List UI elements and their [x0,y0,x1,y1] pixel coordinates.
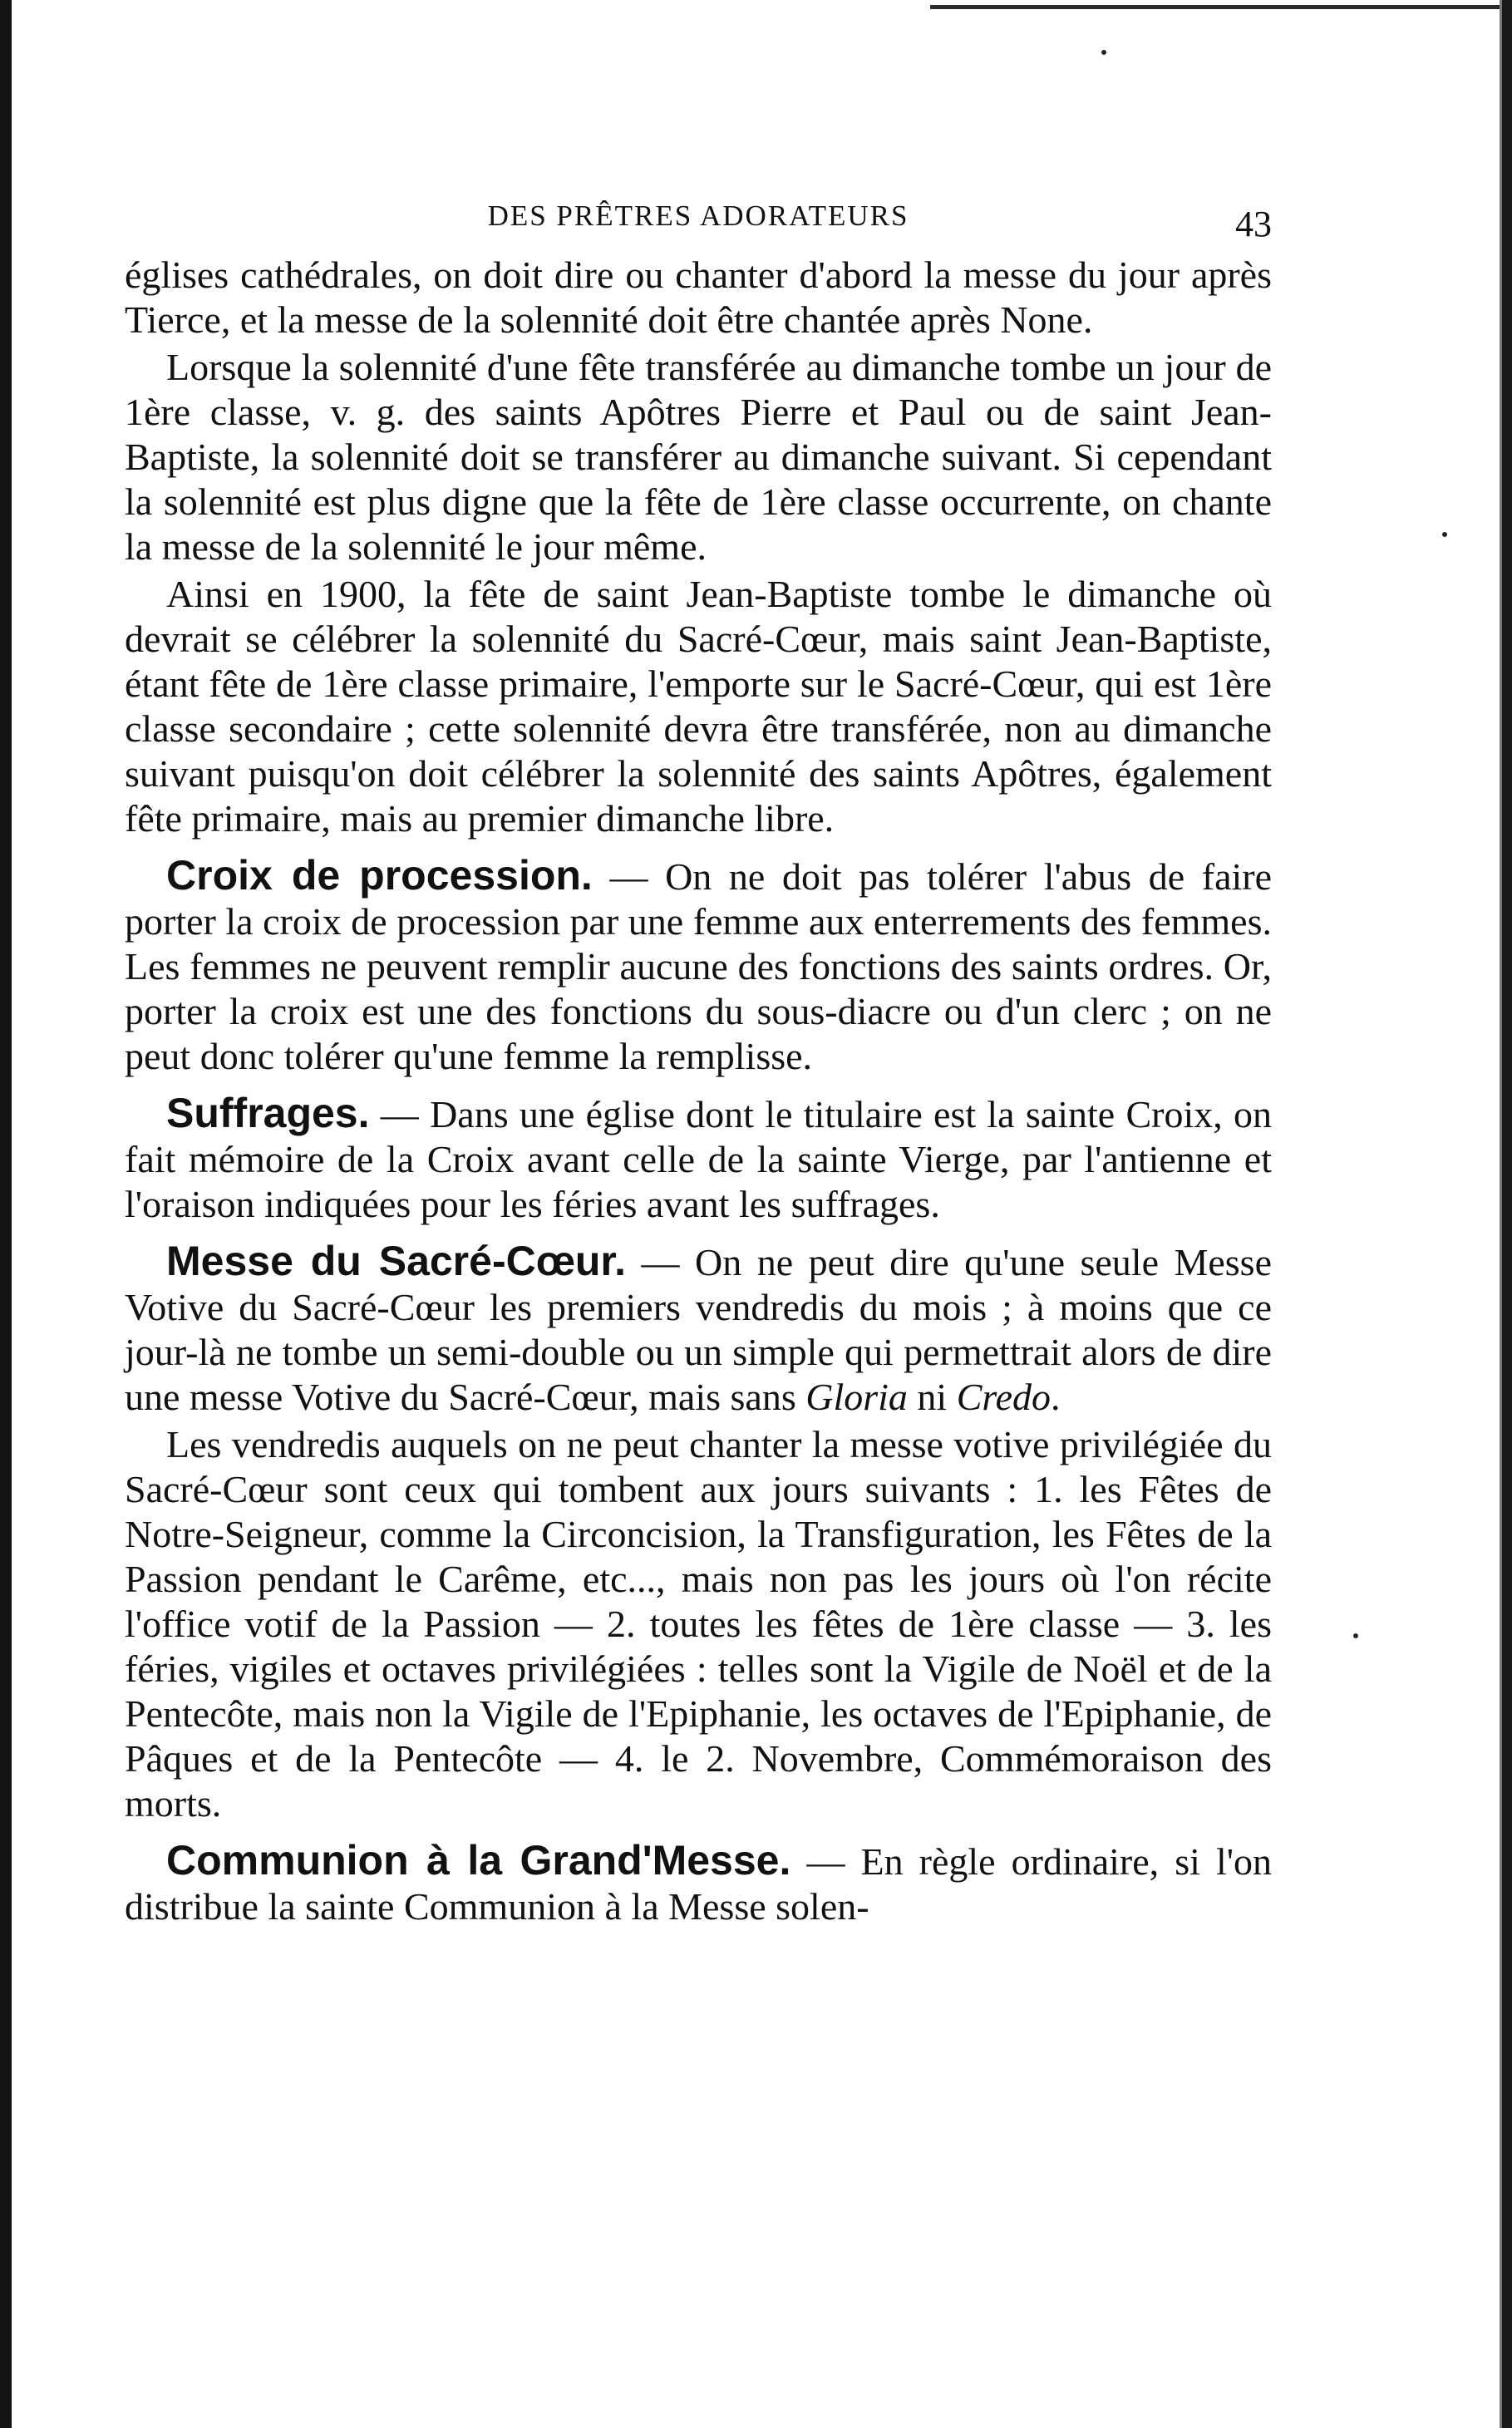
section-heading: Suffrages. [166,1090,370,1136]
scan-speck [1353,1633,1358,1638]
section-heading: Communion à la Grand'Messe. [166,1837,791,1884]
body-text [125,253,1272,1929]
running-title: DES PRÊTRES ADORATEURS [487,199,909,232]
italic-word-gloria: Gloria [805,1376,908,1418]
section-heading: Messe du Sacré-Cœur. [166,1238,627,1284]
book-page [125,199,1272,1932]
section-text: — On ne peut dire qu'une seule Messe Votive du Sacré-Cœur les premiers vendredis du mois ; à moins que ce jour-là ne tombe un semi-double ou un simple qui permettrait alors de dire une messe Votive du Sacré-Cœur, mais sans [125,1241,1273,1418]
scan-top-rule [930,5,1512,9]
sentence-end: . [1050,1376,1061,1418]
section-communion [125,1838,1272,1929]
running-head [125,199,1272,249]
paragraph: Ainsi en 1900, la fête de saint Jean-Baptiste tombe le dimanche où devrait se célébrer la solennité du Sacré-Cœur, mais saint Jean-Baptiste, étant fête de 1ère classe primaire, l'emporte sur le Sacré-Cœur, qui est 1ère classe secondaire ; cette solennité devra être transférée, non au dimanche suivant puisqu'on doit célébrer la solennité des saints Apôtres, également fête primaire, mais au premier dimanche libre. [125,573,1272,840]
section-text: — On ne doit pas tolérer l'abus de faire porter la croix de procession par une femme aux enterrements des femmes. Les femmes ne peuvent remplir aucune des fonctions des saints ordres. Or, porter la croix est une des fonctions du sous-diacre ou d'un clerc ; on ne peut donc tolérer qu'une femme la remplisse. [125,855,1272,1077]
conjunction: ni [907,1376,957,1418]
section-messe-du-sacre-coeur [125,1239,1272,1420]
section-suffrages [125,1091,1272,1227]
paragraph: Lorsque la solennité d'une fête transférée au dimanche tombe un jour de 1ère classe, v. g. des saints Apôtres Pierre et Paul ou de saint Jean-Baptiste, la solennité doit se transférer au dimanche suivant. Si cependant la solennité est plus digne que la fête de 1ère classe occurrente, on chante la messe de la solennité le jour même. [125,346,1272,568]
section-croix-de-procession [125,853,1272,1079]
scan-left-edge [0,0,12,2428]
page-number: 43 [1235,204,1272,244]
paragraph: Les vendredis auquels on ne peut chanter la messe votive privilégiée du Sacré-Cœur sont ceux qui tombent aux jours suivants : 1. les Fêtes de Notre-Seigneur, comme la Circoncision, la Transfiguration, les Fêtes de la Passion pendant le Carême, etc..., mais non pas les jours où l'on récite l'office votif de la Passion — 2. toutes les fêtes de 1ère classe — 3. les féries, vigiles et octaves privilégiées : telles sont la Vigile de Noël et de la Pentecôte, mais non la Vigile de l'Epiphanie, les octaves de l'Epiphanie, de Pâques et de la Pentecôte — 4. le 2. Novembre, Commémoraison des morts. [125,1423,1272,1825]
paragraph: églises cathédrales, on doit dire ou chanter d'abord la messe du jour après Tierce, et la messe de la solennité doit être chantée après None. [125,254,1272,341]
scan-right-edge [1502,0,1512,2428]
section-text: — Dans une église dont le titulaire est la sainte Croix, on fait mémoire de la Croix avant celle de la sainte Vierge, par l'antienne et l'oraison indiquées pour les féries avant les suffrages. [125,1093,1273,1225]
section-text: — En règle ordinaire, si l'on distribue la sainte Communion à la Messe solen- [125,1840,1273,1928]
scan-speck [1101,50,1106,55]
section-heading: Croix de procession. [166,852,593,899]
scan-speck [1442,532,1447,537]
italic-word-credo: Credo [956,1376,1051,1418]
